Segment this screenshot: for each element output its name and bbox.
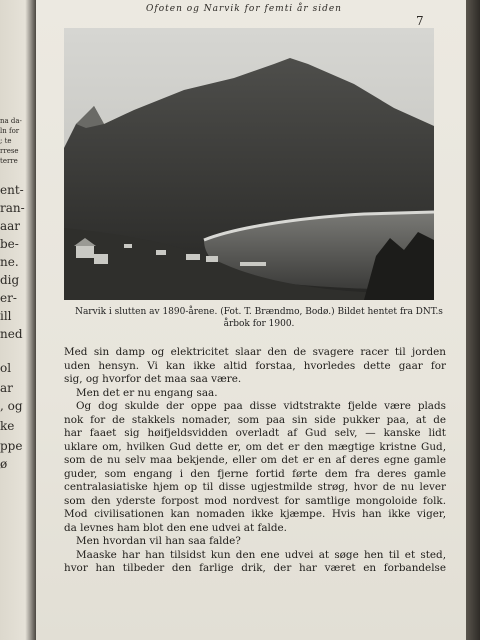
text-line: som den yderste forpost mod nordvest for samtlige mongoloide folk.	[64, 494, 446, 507]
text-line: nok for de stakkels nomader, som paa sin side pukker paa, at de	[64, 413, 446, 426]
gutter-fragment: ppe	[0, 439, 23, 453]
gutter-fragment: ln for	[0, 127, 20, 135]
gutter-fragment: ran-	[0, 201, 25, 215]
text-line: Og dog skulde der oppe paa disse vidtstrakte fjelde være plads	[76, 400, 446, 412]
text-line: har faaet sig høifjeldsvidden overladt af Gud selv, — kanske lidt	[64, 427, 446, 439]
gutter-fragment: be-	[0, 237, 19, 251]
text-line: Mod civilisationen kan nomaden ikke kjæmpe. Hvis han ikke viger,	[64, 508, 446, 520]
narvik-photograph	[64, 28, 434, 300]
gutter-fragment: ø	[0, 457, 8, 471]
gutter-fragment: na da-	[0, 117, 22, 125]
text-line: centralasiatiske hjem op til disse ugjestmilde strøg, hvor de nu lever	[64, 481, 446, 493]
book-page	[36, 0, 466, 640]
book-edge-shadow	[466, 0, 480, 640]
previous-page-gutter	[0, 0, 36, 640]
photo-caption	[74, 306, 444, 330]
text-line: Med sin damp og elektricitet slaar den de svagere racer til jorden	[64, 346, 446, 358]
gutter-fragment: ke	[0, 419, 15, 433]
text-line: sig, og hvorfor det maa saa være.	[64, 373, 242, 385]
caption-line: Narvik i slutten av 1890-årene. (Fot. T. Brændmo, Bodø.) Bildet hentet fra DNT.s	[75, 307, 443, 317]
running-head: Ofoten og Narvik for femti år siden	[146, 4, 342, 14]
gutter-fragment: ned	[0, 327, 23, 341]
text-line: som de nu selv maa bekjende, eller om det er en af deres egne gamle	[64, 454, 446, 466]
text-line: guder, som engang i den fjerne fortid førte dem fra deres gamle	[64, 467, 446, 480]
caption-line: årbok for 1900.	[223, 319, 295, 329]
text-line: Men hvordan vil han saa falde?	[76, 535, 241, 547]
body-text	[64, 346, 446, 576]
text-line: Maaske har han tilsidst kun den ene udvei at søge hen til et sted,	[76, 548, 446, 561]
gutter-fragment: , og	[0, 399, 23, 413]
gutter-fragment: terre	[0, 157, 18, 165]
text-line: hvor han tilbeder den farlige drik, der har været en forbandelse	[64, 562, 446, 574]
gutter-fragment: ent-	[0, 183, 24, 197]
text-line: Men det er nu engang saa.	[76, 386, 218, 399]
gutter-fragment: ; te	[0, 137, 12, 145]
gutter-fragment: dig	[0, 273, 20, 287]
gutter-fragment: ne.	[0, 255, 19, 269]
gutter-fragment: ol	[0, 361, 12, 375]
gutter-fragment: ill	[0, 309, 12, 323]
gutter-fragment: aar	[0, 219, 21, 233]
gutter-fragment: rrese	[0, 147, 19, 155]
text-line: uklare om, hvilken Gud dette er, om det er den mægtige kristne Gud,	[64, 440, 446, 453]
gutter-fragment: er-	[0, 291, 17, 305]
gutter-fragment: ar	[0, 381, 13, 395]
text-line: da levnes ham blot den ene udvei at falde.	[64, 521, 287, 534]
text-line: uden hensyn. Vi kan ikke altid forstaa, hvorledes dette gaar for	[64, 359, 446, 372]
page-number: 7	[416, 14, 424, 28]
